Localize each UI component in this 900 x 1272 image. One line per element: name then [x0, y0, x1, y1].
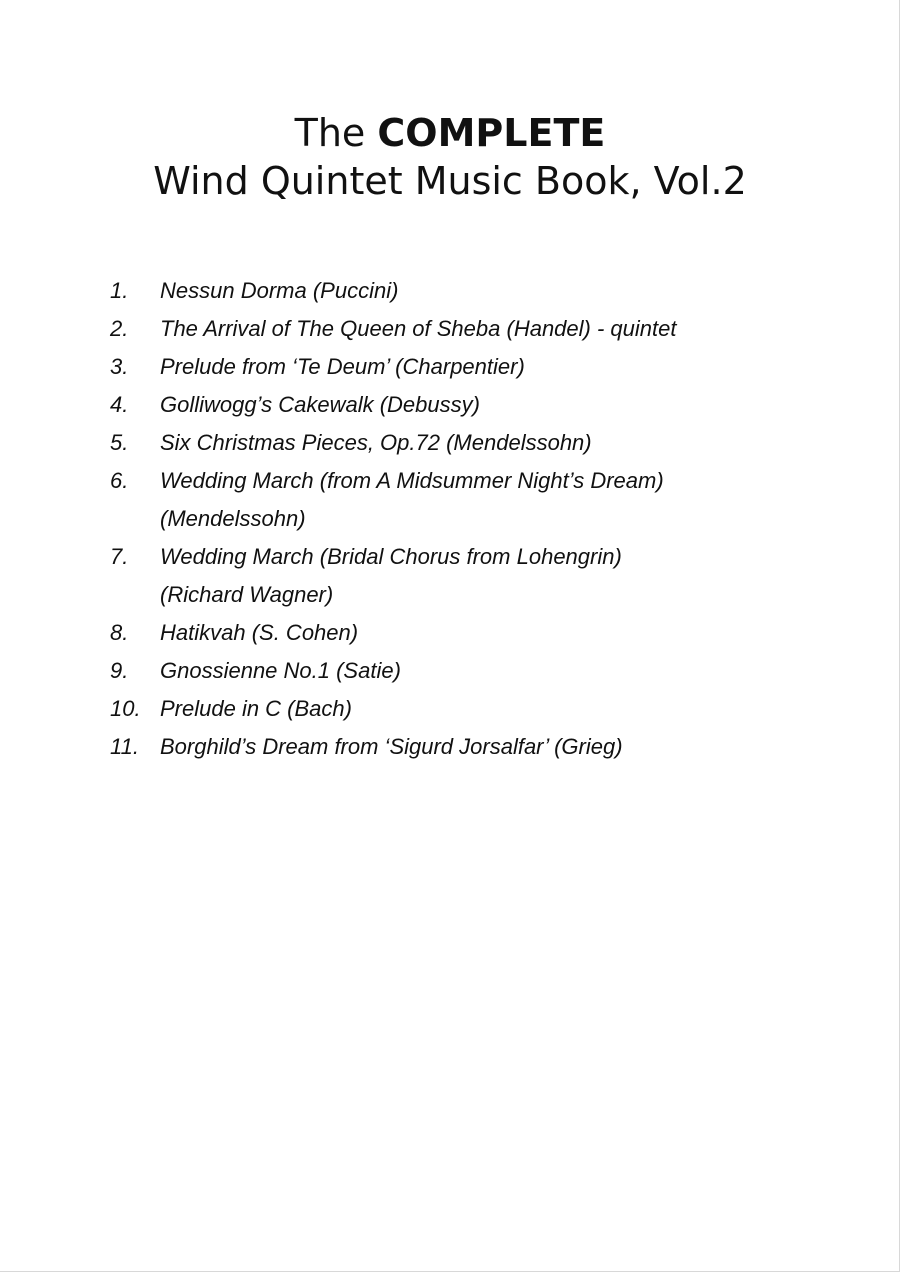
contents-item-title: Nessun Dorma (Puccini): [160, 278, 399, 303]
contents-item-title: Wedding March (from A Midsummer Night’s Dream): [160, 468, 664, 493]
contents-item: [110, 462, 790, 500]
contents-item-number: 3.: [110, 354, 129, 379]
book-title: [0, 110, 900, 204]
contents-item: [110, 538, 790, 576]
contents-item-number: 10.: [110, 696, 141, 721]
contents-item: [110, 652, 790, 690]
contents-item: [110, 386, 790, 424]
contents-item-title: (Mendelssohn): [160, 506, 306, 531]
contents-item: [110, 728, 790, 766]
contents-item: [110, 272, 790, 310]
contents-item-number: 9.: [110, 658, 129, 683]
contents-item-title: The Arrival of The Queen of Sheba (Handel) - quintet: [160, 316, 677, 341]
contents-item-title: Borghild’s Dream from ‘Sigurd Jorsalfar’ (Grieg): [160, 734, 623, 759]
contents-item-title: Six Christmas Pieces, Op.72 (Mendelssohn): [160, 430, 592, 455]
contents-item-number: 4.: [110, 392, 129, 417]
contents-item: [110, 310, 790, 348]
contents-item-title: Wedding March (Bridal Chorus from Lohengrin): [160, 544, 622, 569]
contents-item-number: 11.: [110, 734, 139, 759]
contents-item-title: Prelude in C (Bach): [160, 696, 352, 721]
contents-item-title: Hatikvah (S. Cohen): [160, 620, 359, 645]
contents-item-number: 1.: [110, 278, 129, 303]
contents-item-title: Golliwogg’s Cakewalk (Debussy): [160, 392, 480, 417]
title-subtitle: Wind Quintet Music Book, Vol.2: [153, 159, 747, 203]
contents-item-number: 6.: [110, 468, 129, 493]
title-emphasis: COMPLETE: [377, 111, 606, 155]
title-line-1: [0, 110, 900, 156]
contents-item-number: 5.: [110, 430, 129, 455]
contents-item-number: 2.: [110, 316, 129, 341]
contents-item-title: (Richard Wagner): [160, 582, 334, 607]
contents-item-continuation: [110, 500, 790, 538]
contents-item-continuation: [110, 576, 790, 614]
contents-item-number: 7.: [110, 544, 129, 569]
contents-list: [110, 272, 790, 766]
contents-item-title: Prelude from ‘Te Deum’ (Charpentier): [160, 354, 525, 379]
contents-item-number: 8.: [110, 620, 129, 645]
contents-item: [110, 424, 790, 462]
contents-item: [110, 614, 790, 652]
contents-item-title: Gnossienne No.1 (Satie): [160, 658, 401, 683]
title-prefix: The: [294, 111, 366, 155]
contents-item: [110, 348, 790, 386]
contents-item: [110, 690, 790, 728]
